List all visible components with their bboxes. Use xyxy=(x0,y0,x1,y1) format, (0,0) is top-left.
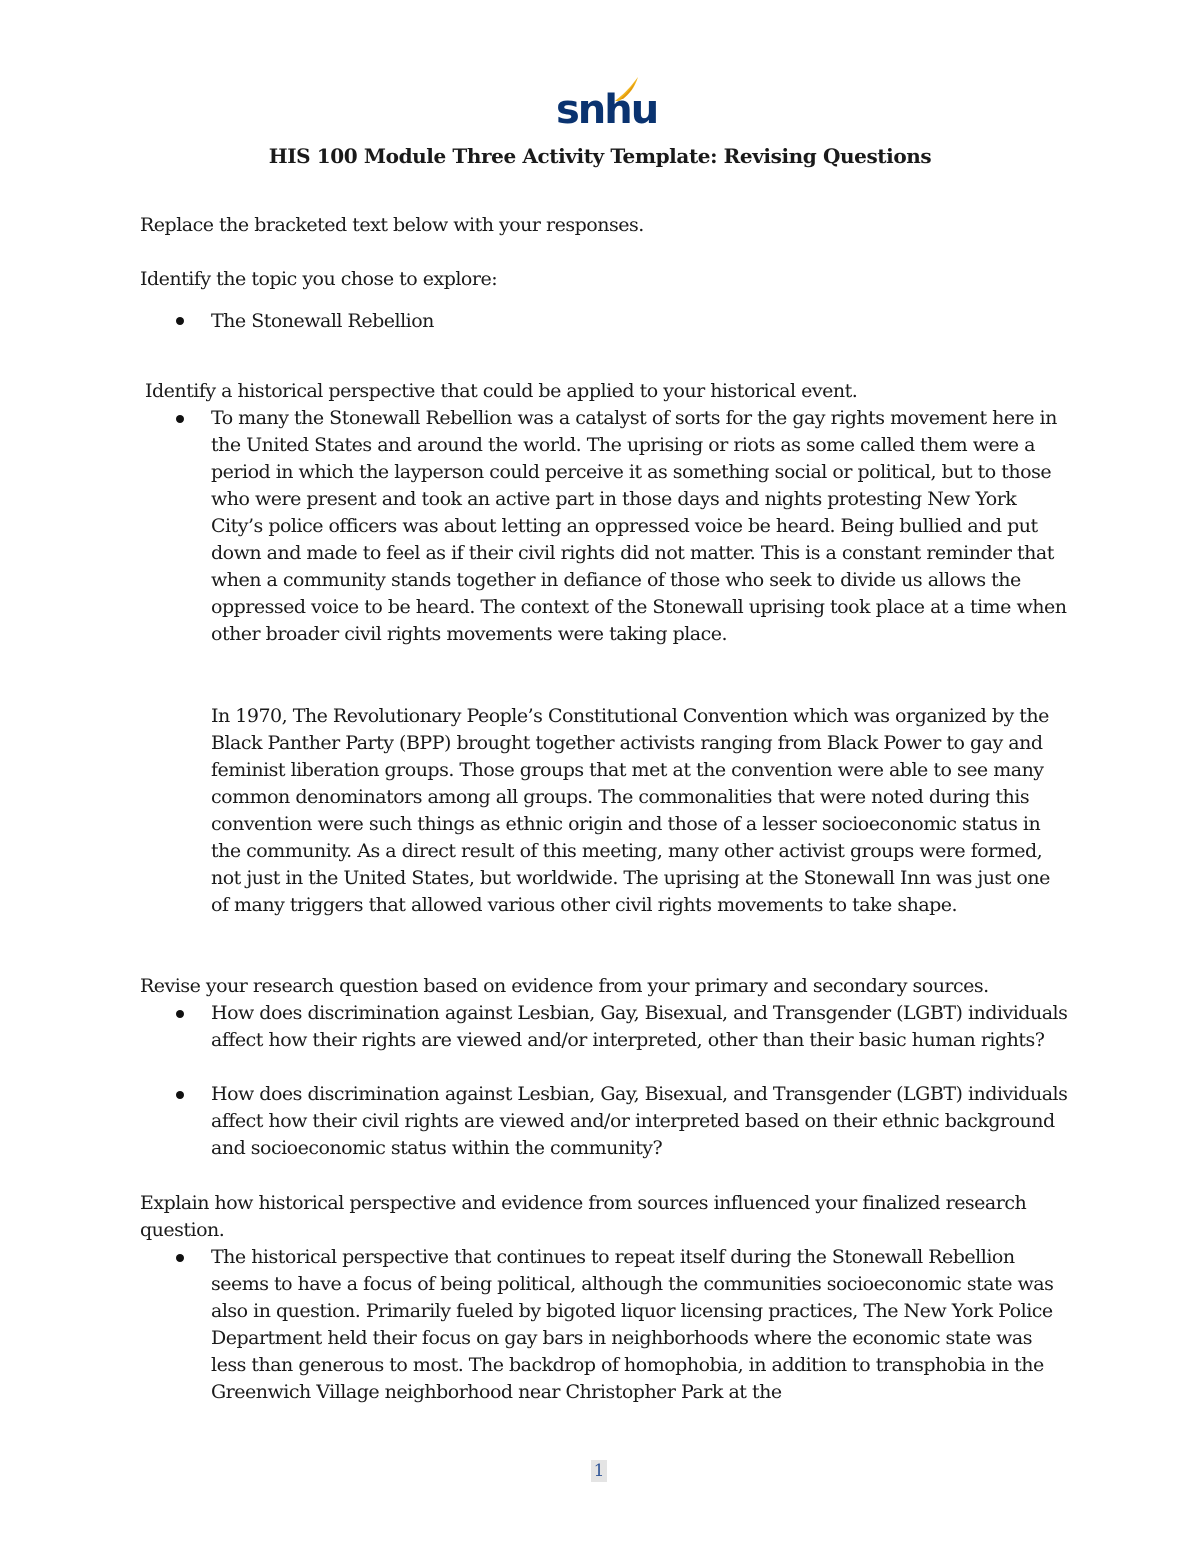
explain-answer: The historical perspective that continues to repeat itself during the Stonewall Rebellion seems to have a focus of being political, although the communities socioeconomic state was also in question. Primarily fueled by bigoted liquor licensing practices, The New York Police Department held their focus on gay bars in neighborhoods where the economic state was less than generous to most. The backdrop of homophobia, in addition to transphobia in the Greenwich Village neighborhood near Christopher Park at the xyxy=(211,1246,1054,1403)
perspective-paragraph-2: In 1970, The Revolutionary People’s Constitutional Convention which was organized by the Black Panther Party (BPP) brought together activists ranging from Black Power to gay and feminist liberation groups. Those groups that met at the convention were able to see many common denominators among all groups. The commonalities that were noted during this convention were such things as ethnic origin and those of a lesser socioeconomic status in the community. As a direct result of this meeting, many other activist groups were formed, not just in the United States, but worldwide. The uprising at the Stonewall Inn was just one of many triggers that allowed various other civil rights movements to take shape. xyxy=(211,705,1050,916)
bullet-marker xyxy=(176,1091,184,1099)
topic-prompt: Identify the topic you chose to explore: xyxy=(140,268,498,290)
page-number: 1 xyxy=(591,1460,607,1482)
instruction-text: Replace the bracketed text below with your responses. xyxy=(140,214,644,236)
bullet-marker xyxy=(176,317,184,325)
revised-question-1: How does discrimination against Lesbian, Gay, Bisexual, and Transgender (LGBT) individuals affect how their rights are viewed and/or interpreted, other than their basic human rights? xyxy=(211,1002,1068,1051)
revise-prompt: Revise your research question based on evidence from your primary and secondary sources. xyxy=(140,975,989,997)
logo-wordmark: snhu xyxy=(556,87,658,133)
document-title: HIS 100 Module Three Activity Template: Revising Questions xyxy=(268,144,932,168)
topic-answer: The Stonewall Rebellion xyxy=(211,310,434,332)
perspective-prompt: Identify a historical perspective that could be applied to your historical event. xyxy=(145,380,858,402)
bullet-marker xyxy=(176,415,184,423)
bullet-marker xyxy=(176,1254,184,1262)
perspective-paragraph-1: To many the Stonewall Rebellion was a catalyst of sorts for the gay rights movement here in the United States and around the world. The uprising or riots as some called them were a period in which the layperson could perceive it as something social or political, but to those who were present and took an active part in those days and nights protesting New York City’s police officers was about letting an oppressed voice be heard. Being bullied and put down and made to feel as if their civil rights did not matter. This is a constant reminder that when a community stands together in defiance of those who seek to divide us allows the oppressed voice to be heard. The context of the Stonewall uprising took place at a time when other broader civil rights movements were taking place. xyxy=(211,407,1067,645)
explain-prompt: Explain how historical perspective and evidence from sources influenced your finalized research question. xyxy=(140,1192,1027,1241)
bullet-marker xyxy=(176,1010,184,1018)
snhu-logo xyxy=(556,74,658,133)
revised-question-2: How does discrimination against Lesbian, Gay, Bisexual, and Transgender (LGBT) individuals affect how their civil rights are viewed and/or interpreted based on their ethnic background and socioeconomic status within the community? xyxy=(211,1083,1068,1159)
